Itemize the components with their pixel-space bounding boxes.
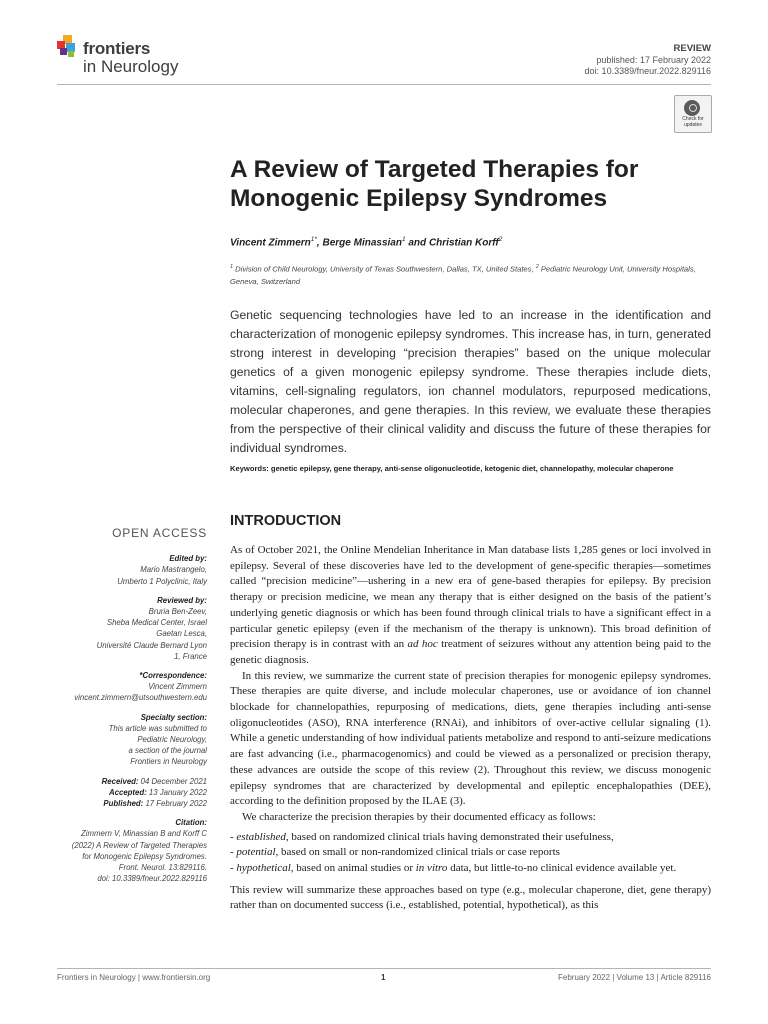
- footer-issue-info: February 2022 | Volume 13 | Article 829116: [558, 973, 711, 982]
- specialty-line: Frontiers in Neurology: [130, 757, 207, 767]
- header-divider: [57, 84, 711, 85]
- emphasis-text: established: [236, 830, 286, 843]
- article-meta: [585, 43, 711, 78]
- affiliation-mark: 1: [230, 264, 234, 270]
- correspondence-label: *Correspondence:: [139, 671, 207, 681]
- received-value: 04 December 2021: [138, 776, 207, 786]
- body-paragraph: We characterize the precision therapies by their documented efficacy as follows:: [242, 810, 596, 823]
- author-separator: and: [405, 237, 429, 249]
- citation-line: Zimmern V, Minassian B and Korff C: [81, 829, 207, 839]
- emphasis-text: in vitro: [415, 862, 448, 875]
- check-updates-label: Check for updates: [682, 116, 704, 128]
- reviewer-line: 1, France: [174, 651, 207, 661]
- specialty-line: Pediatric Neurology,: [137, 735, 207, 745]
- list-text: , based on randomized clinical trials having demonstrated their usefulness,: [285, 830, 614, 843]
- list-dash: -: [230, 830, 237, 843]
- affiliations: [230, 261, 710, 288]
- body-paragraph: This review will summarize these approaches based on type (e.g., molecular chaperone, diet, gene therapy) rather than on documented success (i.e., established, potential, hypothetical), as this: [230, 883, 711, 912]
- article-body: [230, 543, 711, 914]
- check-for-updates-button[interactable]: [674, 95, 712, 133]
- citation-label: Citation:: [175, 818, 207, 828]
- specialty-section-label: Specialty section:: [140, 712, 207, 722]
- list-text: , based on animal studies or: [290, 862, 416, 875]
- page-number: 1: [381, 973, 386, 982]
- reviewer-line: Gaetan Lesca,: [156, 629, 207, 639]
- published-date-sidebar: [57, 798, 207, 809]
- received-label: Received:: [101, 776, 139, 786]
- open-access-label: OPEN ACCESS: [112, 526, 207, 540]
- body-paragraph: In this review, we summarize the current state of precision therapies for monogenic epilepsy syndromes. These therapies are quite diverse, and include molecular chaperones, use or avoidance of ion channel blockade for channelopathies, repurposing of medications, diets, gene therapies including anti-sense oligonucleotides (ASO), RNA interference (RNAi), and inhibitors of over-active cellular signaling (1). While a genetic understanding of how individual patients metabolize and respond to anti-seizure medications are fast advancing (i.e., pharmacogenomics) and could be viewed as a personalized or precision therapy, these advances are outside the scope of this review (2). Throughout this review, we discuss monogenic epilepsy syndromes that are characterized by developmental and epileptic encephalopathies (DEE), according to the definition proposed by the ILAE (3).: [230, 669, 711, 808]
- section-heading: INTRODUCTION: [230, 513, 342, 529]
- accepted-date: [57, 787, 207, 798]
- list-text: data, but little-to-no clinical evidence available yet.: [447, 862, 677, 875]
- article-info-sidebar: [57, 528, 207, 884]
- footer-journal-link[interactable]: Frontiers in Neurology | www.frontiersin.org: [57, 973, 211, 982]
- correspondence-email[interactable]: vincent.zimmern@utsouthwestern.edu: [74, 693, 207, 703]
- paragraph-text: As of October 2021, the Online Mendelian Inheritance in Man database lists 1,285 genes or loci involved in epilepsy. Several of these discoveries have led to the development of gene-specific therapies—sometimes called “precision medicine”—ushering in a new era of gene-based therapies for epilepsy. By precision therapy or precision medicine, we mean any therapy that is either designed on the basis of the patient’s underlying genetic diagnosis or which has been found through clinical trials to have a significant effect in a particular genetic epilepsy (even if the mechanism of the therapy is unknown). This broad definition of precision therapy is in contrast with an: [230, 544, 711, 651]
- journal-name-line1: frontiers: [83, 39, 151, 58]
- frontiers-logo-icon: [57, 35, 79, 59]
- check-updates-icon: [684, 100, 700, 116]
- specialty-line: a section of the journal: [128, 746, 207, 756]
- article-type: REVIEW: [673, 43, 711, 54]
- emphasis-text: potential: [236, 846, 276, 859]
- emphasis-text: hypothetical: [236, 862, 291, 875]
- editor-line: Umberto 1 Polyclinic, Italy: [117, 576, 207, 586]
- reviewer-line: Université Claude Bernard Lyon: [96, 640, 207, 650]
- journal-logo[interactable]: [57, 33, 197, 81]
- footer-divider: [57, 968, 711, 969]
- author-name[interactable]: Christian Korff: [428, 237, 499, 249]
- reviewer-line: Bruria Ben-Zeev,: [148, 607, 207, 617]
- list-text: , based on small or non-randomized clinical trials or case reports: [275, 846, 560, 859]
- author-name[interactable]: Berge Minassian: [322, 237, 402, 249]
- author-separator: ,: [316, 237, 323, 249]
- affiliation-text: Division of Child Neurology, University of Texas Southwestern, Dallas, TX, United States,: [233, 264, 536, 274]
- list-dash: -: [230, 862, 237, 875]
- reviewed-by-label: Reviewed by:: [157, 595, 207, 605]
- keywords: Keywords: genetic epilepsy, gene therapy, anti-sense oligonucleotide, ketogenic diet, channelopathy, molecular chaperone: [230, 464, 674, 473]
- abstract: Genetic sequencing technologies have led to an increase in the identification and characterization of monogenic epilepsy syndromes. This increase has, in turn, generated strong interest in developing “precision therapies” based on the unique molecular genetics of a given monogenic epilepsy syndrome. These therapies include diets, vitamins, cell-signaling regulators, ion channel modulators, repurposed medications, molecular chaperones, and gene therapies. In this review, we evaluate these therapies from the perspective of their clinical validity and discuss the future of these therapies for individual syndromes.: [230, 308, 711, 455]
- received-date: [57, 776, 207, 787]
- author-name[interactable]: Vincent Zimmern: [230, 237, 311, 249]
- published-date: published: 17 February 2022: [596, 54, 711, 65]
- citation-line: Front. Neurol. 13:829116.: [118, 863, 207, 873]
- affiliation-text: Pediatric Neurology Unit, University Hospitals, Geneva, Switzerland: [230, 264, 696, 286]
- emphasis-text: ad hoc: [407, 638, 438, 651]
- published-label: Published:: [103, 799, 144, 809]
- article-title: A Review of Targeted Therapies for Monogenic Epilepsy Syndromes: [230, 156, 639, 212]
- published-value: 17 February 2022: [143, 799, 207, 809]
- efficacy-list: [230, 830, 711, 877]
- edited-by-label: Edited by:: [169, 554, 207, 564]
- citation-line: (2022) A Review of Targeted Therapies: [71, 840, 207, 850]
- list-item: [230, 861, 711, 877]
- citation-doi[interactable]: doi: 10.3389/fneur.2022.829116: [97, 874, 207, 884]
- editor-line: Mario Mastrangelo,: [140, 565, 207, 575]
- affiliation-mark: 2: [535, 264, 539, 270]
- body-paragraph: [230, 543, 711, 669]
- list-item: [230, 830, 711, 846]
- correspondence-name: Vincent Zimmern: [148, 682, 207, 692]
- author-affiliation-mark: 1: [401, 236, 406, 243]
- list-item: [230, 845, 711, 861]
- reviewer-line: Sheba Medical Center, Israel: [106, 618, 207, 628]
- specialty-line: This article was submitted to: [108, 723, 207, 733]
- journal-name-line2: in Neurology: [83, 57, 179, 76]
- accepted-label: Accepted:: [109, 787, 147, 797]
- author-affiliation-mark: 1*: [310, 236, 317, 243]
- article-doi[interactable]: doi: 10.3389/fneur.2022.829116: [584, 66, 711, 76]
- citation-line: for Monogenic Epilepsy Syndromes.: [82, 851, 207, 861]
- accepted-value: 13 January 2022: [146, 787, 207, 797]
- author-list: [230, 236, 502, 248]
- author-affiliation-mark: 2: [498, 236, 503, 243]
- paragraph-text: treatment of seizures without any attention being paid to the genetic diagnosis.: [230, 638, 711, 666]
- list-dash: -: [230, 846, 237, 859]
